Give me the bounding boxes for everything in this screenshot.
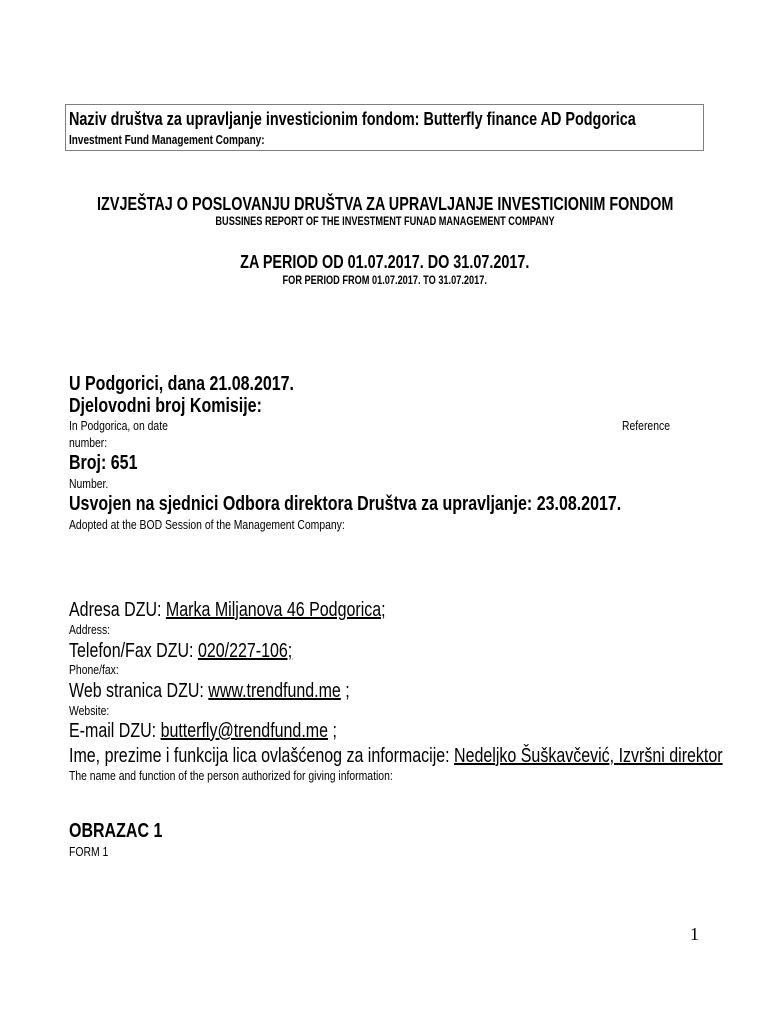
phone-en: Phone/fax: — [69, 662, 119, 677]
document-number-en: Number. — [69, 476, 109, 491]
web-line — [69, 680, 350, 703]
address-label: Adresa DZU: — [69, 599, 166, 621]
reference-en: Reference — [622, 418, 670, 433]
address-value: Marka Miljanova 46 Podgorica; — [165, 599, 386, 621]
web-en: Website: — [69, 703, 110, 718]
page-number: 1 — [690, 924, 699, 944]
email-line — [69, 720, 337, 743]
web-link[interactable]: www.trendfund.me — [208, 680, 341, 702]
adopted-date-en: Adopted at the BOD Session of the Management Company: — [69, 517, 345, 532]
web-suffix: ; — [340, 680, 350, 702]
reference-number-en: number: — [69, 435, 108, 450]
report-period-en: FOR PERIOD FROM 01.07.2017. TO 31.07.2017. — [282, 275, 488, 287]
email-suffix: ; — [328, 720, 337, 742]
authorized-person-line — [69, 745, 723, 768]
form-title-en: FORM 1 — [69, 844, 109, 859]
address-en: Address: — [69, 622, 111, 637]
report-period: ZA PERIOD OD 01.07.2017. DO 31.07.2017. — [240, 252, 530, 272]
adopted-date: Usvojen na sjednici Odbora direktora Društva za upravljanje: 23.08.2017. — [69, 493, 622, 515]
phone-value: 020/227-106; — [197, 640, 293, 662]
form-title: OBRAZAC 1 — [69, 820, 163, 842]
document-number: Broj: 651 — [69, 452, 138, 474]
place-date-en: In Podgorica, on date — [69, 418, 168, 433]
authorized-person-value: Nedeljko Šuškavčević, Izvršni direktor — [454, 745, 723, 767]
authorized-person-label: Ime, prezime i funkcija lica ovlašćenog za informacije: — [69, 745, 455, 767]
phone-label: Telefon/Fax DZU: — [69, 640, 198, 662]
authorized-person-en: The name and function of the person authorized for giving information: — [69, 768, 393, 783]
email-link[interactable]: butterfly@trendfund.me — [160, 720, 328, 742]
report-title: IZVJEŠTAJ O POSLOVANJU DRUŠTVA ZA UPRAVLJANJE INVESTICIONIM FONDOM — [96, 194, 674, 214]
web-label: Web stranica DZU: — [69, 680, 209, 702]
address-line — [69, 599, 386, 622]
commission-reference: Djelovodni broj Komisije: — [69, 395, 262, 417]
company-name-label: Naziv društva za upravljanje investicionim fondom: Butterfly finance AD Podgorica — [69, 109, 636, 129]
company-name-label-en: Investment Fund Management Company: — [69, 133, 265, 147]
phone-line — [69, 640, 292, 663]
report-title-en: BUSSINES REPORT OF THE INVESTMENT FUNAD MANAGEMENT COMPANY — [215, 216, 555, 228]
place-date: U Podgorici, dana 21.08.2017. — [69, 373, 294, 395]
email-label: E-mail DZU: — [69, 720, 161, 742]
